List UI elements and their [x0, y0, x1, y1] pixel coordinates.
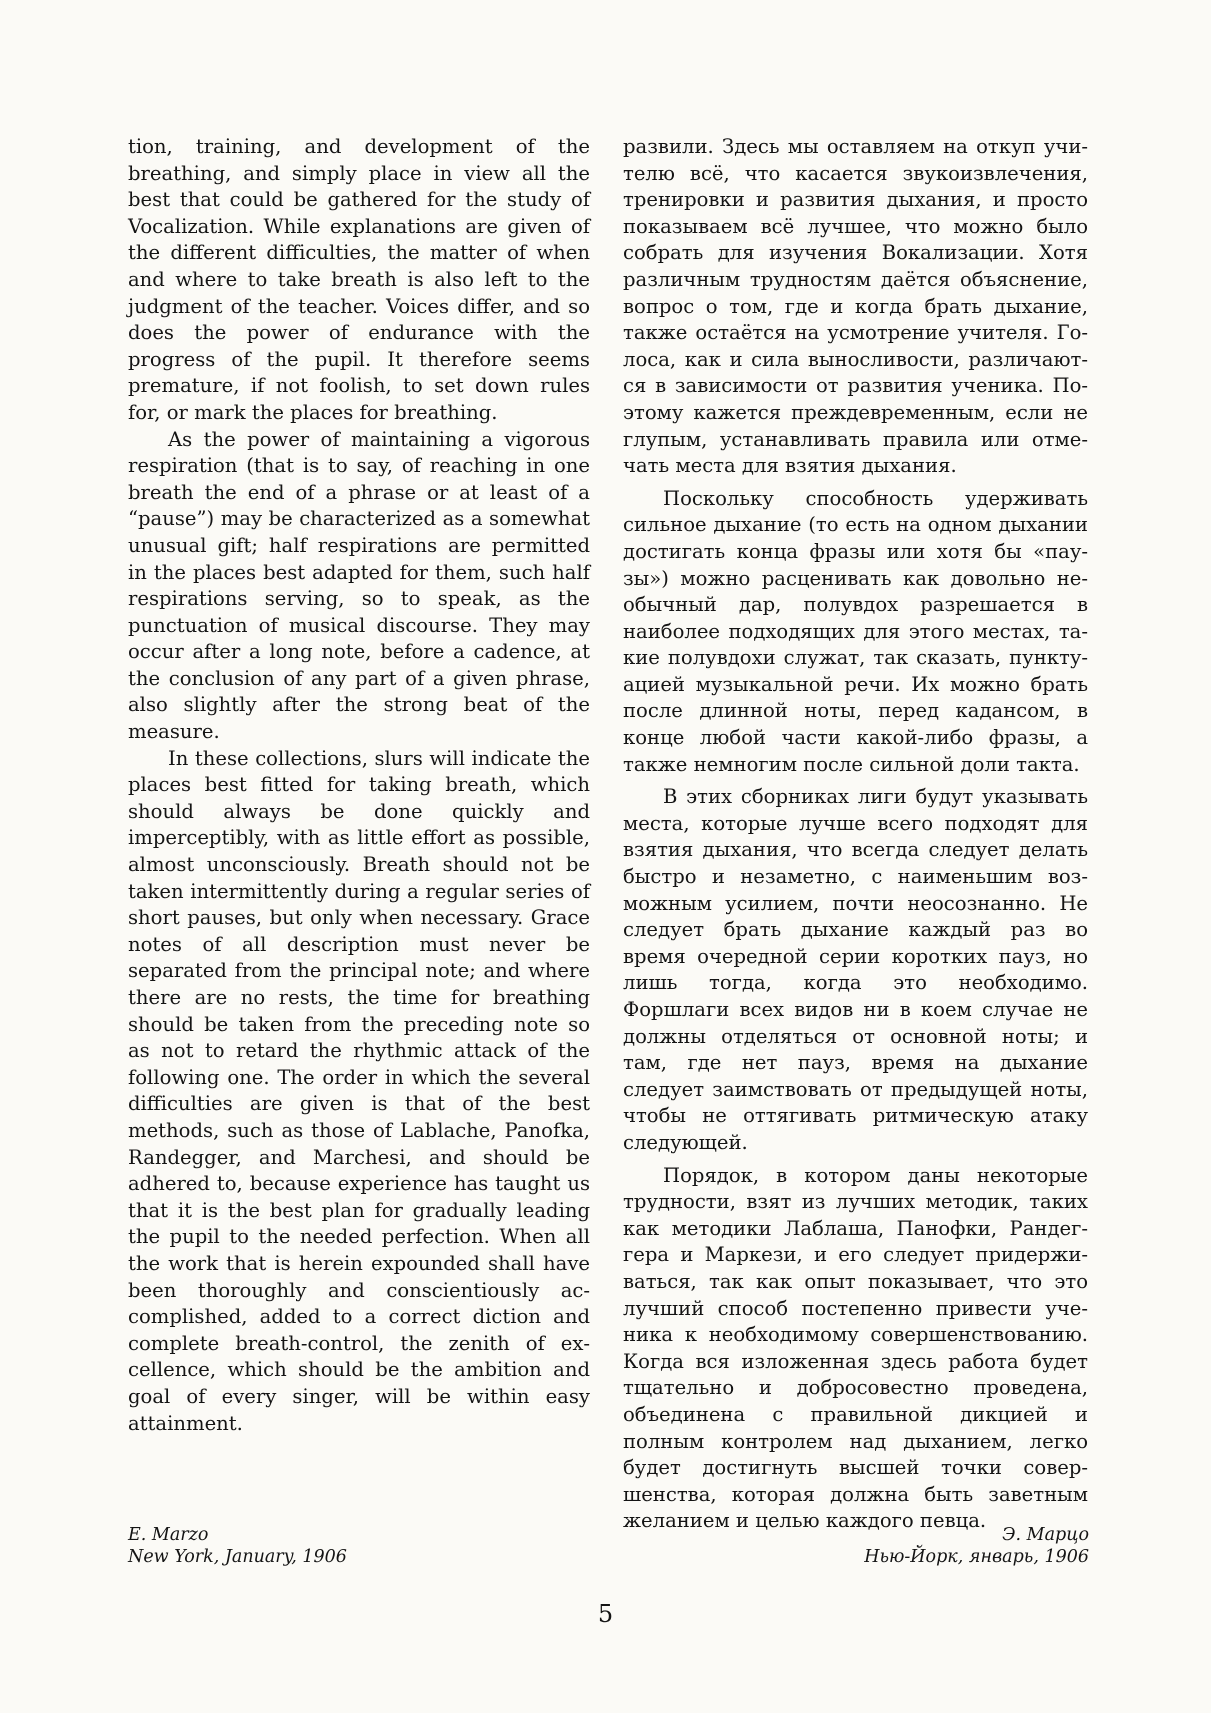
page-number: 5	[597, 1600, 614, 1628]
russian-signature-name: Э. Марцо	[1002, 1525, 1089, 1545]
english-paragraph-3: In these collections, slurs will indicate the places best fitted for taking breath, which should always be done quickly and imperceptibly, with as little effort as possible, almost unconsciously. Breath should not be taken intermittently during a regular series of short pauses, but only when necessary. Grace notes of all description must never be separated from the principal note; and where there are no rests, the time for breathing should be taken from the preceding note so as not to retard the rhythmic attack of the following one. The order in which the several difficulties are given is that of the best methods, such as those of Lablache, Panofka, Randegger, and Marchesi, and should be adhered to, because experience has taught us that it is the best plan for gradually leading the pupil to the needed perfection. When all the work that is herein expounded shall have been thoroughly and conscientiously accomplished, added to a correct diction and complete breath-control, the zenith of excellence, which should be the ambition and goal of every singer, will be within easy attainment.	[128, 746, 590, 1435]
english-signature-name: E. Marzo	[128, 1525, 209, 1545]
russian-signature-place-date: Нью-Йорк, январь, 1906	[864, 1547, 1089, 1567]
english-text-column	[128, 134, 590, 1437]
russian-paragraph-3: В этих сборниках лиги будут указывать места, которые лучше всего подходят для взятия дыхания, что всегда следует делать быстро и незаметно, с наименьшим возможным усилием, почти неосознанно. Не следует брать дыхание каждый раз во время очередной серии коротких пауз, но лишь тогда, когда это необходимо. Форшлаги всех видов ни в коем случае не должны отделяться от основной ноты; и там, где нет пауз, время на дыхание следует заимствовать от предыдущей ноты, чтобы не оттягивать ритмическую атаку следующей.	[623, 785, 1088, 1154]
russian-paragraph-2: Поскольку способность удерживать сильное дыхание (то есть на одном дыхании достигать конца фразы или хотя бы «паузы») можно расценивать как довольно необычный дар, полувдох разрешается в наиболее подходящих для этого местах, такие полувдохи служат, так сказать, пунктуацией музыкальной речи. Их можно брать после длинной ноты, перед кадансом, в конце любой части какой-либо фразы, а также немногим после сильной доли такта.	[623, 486, 1088, 776]
english-paragraph-1: tion, training, and development of the breathing, and simply place in view all the best that could be gathered for the study of Vocalization. While explanations are given of the different difficulties, the matter of when and where to take breath is also left to the judgment of the teacher. Voices differ, and so does the power of endurance with the progress of the pupil. It therefore seems premature, if not foolish, to set down rules for, or mark the places for breathing.	[128, 135, 590, 424]
russian-paragraph-1: развили. Здесь мы оставляем на откуп учителю всё, что касается звукоизвлечения, тренировки и развития дыхания, и просто показываем всё лучшее, что можно было собрать для изучения Вокализации. Хотя различным трудностям даётся объяснение, вопрос о том, где и когда брать дыхание, также остаётся на усмотрение учителя. Голоса, как и сила выносливости, различаются в зависимости от развития ученика. Поэтому кажется преждевременным, если не глупым, устанавливать правила или отмечать места для взятия дыхания.	[623, 135, 1088, 478]
russian-text-column	[623, 134, 1088, 1535]
russian-paragraph-4: Порядок, в котором даны некоторые трудности, взят из лучших методик, таких как методики Лаблаша, Панофки, Рандеггера и Маркези, и его следует придерживаться, так как опыт показывает, что это лучший способ постепенно привести ученика к необходимому совершенствованию. Когда вся изложенная здесь работа будет тщательно и добросовестно проведена, объединена с правильной дикцией и полным контролем над дыханием, легко будет достигнуть высшей точки совершенства, которая должна быть заветным желанием и целью каждого певца.	[623, 1163, 1088, 1533]
english-signature-place-date: New York, January, 1906	[128, 1547, 347, 1567]
english-signature	[128, 1524, 347, 1568]
russian-signature	[864, 1524, 1089, 1568]
english-paragraph-2: As the power of maintaining a vigorous respiration (that is to say, of reaching in one breath the end of a phrase or at least of a “pause”) may be characterized as a somewhat unusual gift; half respirations are permitted in the places best adapted for them, such half respirations serving, so to speak, as the punctuation of musical discourse. They may occur after a long note, before a cadence, at the conclusion of any part of a given phrase, also slightly after the strong beat of the measure.	[128, 427, 590, 744]
